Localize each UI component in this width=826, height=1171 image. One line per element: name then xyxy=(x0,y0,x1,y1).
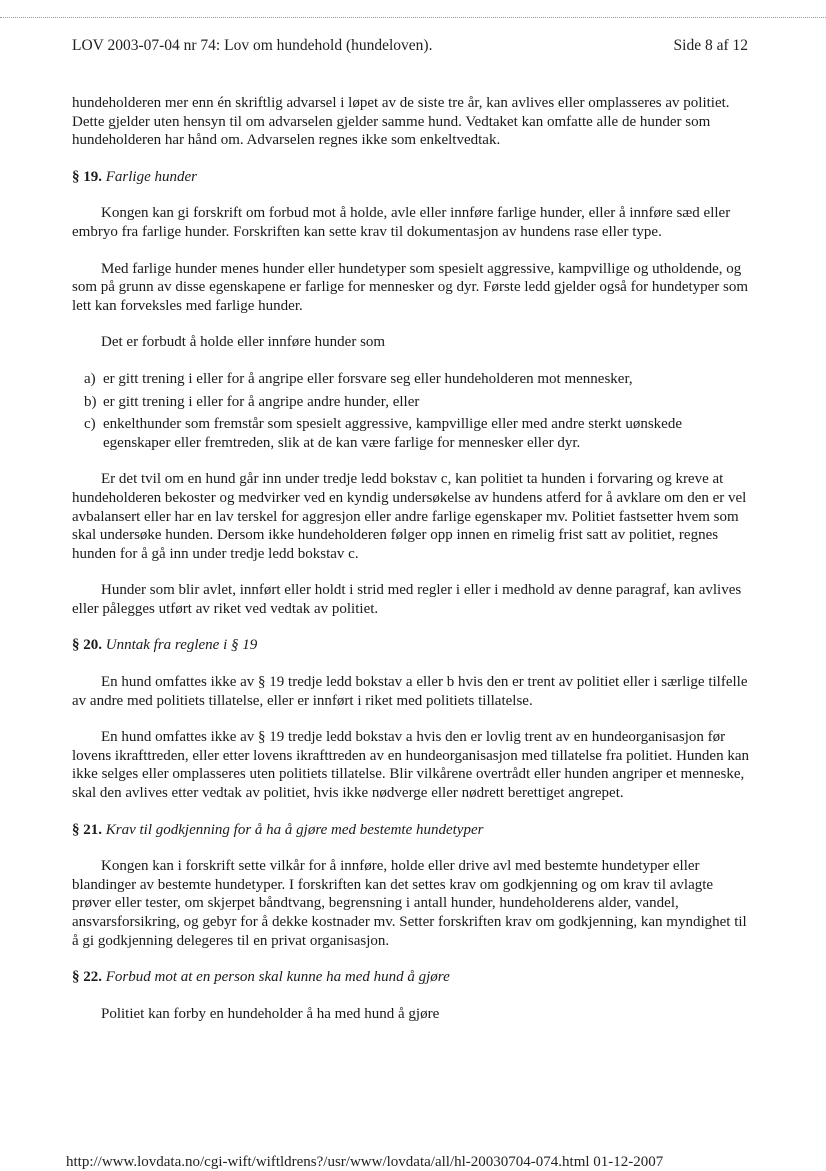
section-22-heading xyxy=(72,968,752,987)
list-marker: a) xyxy=(84,370,96,387)
section-22-paragraph-1: Politiet kan forby en hundeholder å ha med hund å gjøre xyxy=(101,1005,440,1022)
section-21-heading xyxy=(72,821,752,840)
section-21-title: Krav til godkjenning for å ha å gjøre med bestemte hundetyper xyxy=(105,821,484,838)
list-item xyxy=(72,370,752,389)
top-dotted-rule xyxy=(0,17,826,18)
section-19-list xyxy=(72,370,752,452)
page-number: Side 8 af 12 xyxy=(673,37,748,54)
section-20-title: Unntak fra reglene i § 19 xyxy=(105,637,258,654)
section-19-paragraph-4: Er det tvil om en hund går inn under tredje ledd bokstav c, kan politiet ta hunden i forvaring og kreve at hundeholderen bekoster og medvirker ved en kyndig undersøkelse av hundens atferd for å avklare om den er vel avbalansert eller har en lav terskel for aggresjon eller andre farlige egenskaper mv. Politiet fastsetter hvem som skal undersøke hunden. Dersom ikke hundeholderen følger opp innen en rimelig frist satt av politiet, regnes hunden for å gå inn under tredje ledd bokstav c. xyxy=(72,471,747,562)
intro-paragraph: hundeholderen mer enn én skriftlig advarsel i løpet av de siste tre år, kan avlives eller omplasseres av politiet. Dette gjelder uten hensyn til om advarselen gjelder samme hund. Vedtaket kan omfatte alle de hunder som hundeholderen har hånd om. Advarselen regnes ikke som enkeltvedtak. xyxy=(72,95,730,149)
section-19-title: Farlige hunder xyxy=(105,168,197,185)
document-title: LOV 2003-07-04 nr 74: Lov om hundehold (hundeloven). xyxy=(72,37,433,54)
section-21-paragraph-1: Kongen kan i forskrift sette vilkår for å innføre, holde eller drive avl med bestemte hundetyper eller blandinger av bestemte hundetyper. I forskriften kan det settes krav om godkjenning og om krav til avlagte prøver eller tester, om skjerpet båndtvang, begrensning i antall hunder, hundeholderens alder, vandel, ansvarsforsikring, og gebyr for å dekke kostnader mv. Setter forskriften krav om godkjenning, kan myndighet til å gi godkjenning delegeres til en privat organisasjon. xyxy=(72,858,747,949)
section-19-paragraph-2: Med farlige hunder menes hunder eller hundetyper som spesielt aggressive, kampvillige og utholdende, og som på grunn av disse egenskapene er farlige for mennesker og dyr. Første ledd gjelder også for hundetyper som lett kan forveksles med farlige hunder. xyxy=(72,260,749,314)
section-19-heading xyxy=(72,168,752,187)
section-20-heading xyxy=(72,636,752,655)
section-22-title: Forbud mot at en person skal kunne ha med hund å gjøre xyxy=(105,969,450,986)
document-body xyxy=(72,94,752,1041)
list-item-text: er gitt trening i eller for å angripe eller forsvare seg eller hundeholderen mot mennesker, xyxy=(103,370,633,387)
section-20-paragraph-2: En hund omfattes ikke av § 19 tredje ledd bokstav a hvis den er lovlig trent av en hundeorganisasjon før lovens ikrafttreden, eller etter lovens ikrafttreden av en hundeorganisasjon med tillatelse fra politiet. Hunden kan ikke selges eller omplasseres uten politiets tillatelse. Blir vilkårene overtrådt eller hunden angriper et menneske, skal den avlives etter vedtak av politiet, hvis ikke nødverge eller nødrett berettiget angrepet. xyxy=(72,729,749,802)
section-22-number: § 22. xyxy=(72,969,102,986)
section-19-paragraph-3: Det er forbudt å holde eller innføre hunder som xyxy=(101,334,386,351)
list-marker: c) xyxy=(84,416,96,433)
section-20-paragraph-1: En hund omfattes ikke av § 19 tredje ledd bokstav a eller b hvis den er trent av politiet eller i særlige tilfelle av andre med politiets tillatelse, eller er innført i riket med politiets tillatelse. xyxy=(72,674,748,709)
list-item xyxy=(72,415,752,452)
section-19-paragraph-5: Hunder som blir avlet, innført eller holdt i strid med regler i eller i medhold av denne paragraf, kan avlives eller pålegges utført av riket ved vedtak av politiet. xyxy=(72,582,742,617)
section-19-paragraph-1: Kongen kan gi forskrift om forbud mot å holde, avle eller innføre farlige hunder, eller å innføre sæd eller embryo fra farlige hunder. Forskriften kan sette krav til dokumentasjon av hundens rase eller type. xyxy=(72,205,731,240)
page-footer-url: http://www.lovdata.no/cgi-wift/wiftldrens?/usr/www/lovdata/all/hl-20030704-074.html 01-12-2007 xyxy=(66,1154,664,1170)
section-20-number: § 20. xyxy=(72,637,102,654)
section-19-number: § 19. xyxy=(72,168,102,185)
section-21-number: § 21. xyxy=(72,821,102,838)
list-item-text: enkelthunder som fremstår som spesielt aggressive, kampvillige eller med andre sterkt uønskede egenskaper eller fremtreden, slik at de kan være farlige for mennesker eller dyr. xyxy=(103,416,683,451)
list-item xyxy=(72,393,752,412)
list-marker: b) xyxy=(84,393,97,410)
list-item-text: er gitt trening i eller for å angripe andre hunder, eller xyxy=(103,393,420,410)
